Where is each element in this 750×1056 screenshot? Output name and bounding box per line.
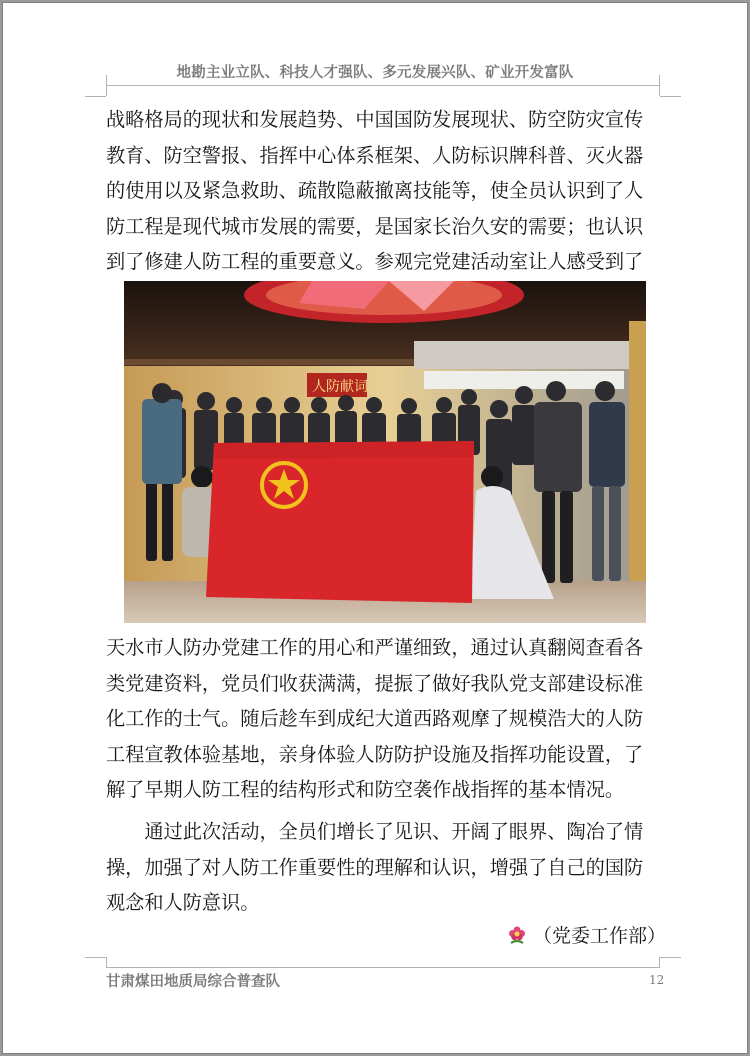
paragraph-1 xyxy=(106,102,666,280)
text-line: 战略格局的现状和发展趋势、中国国防发展现状、防空防灾宣传 xyxy=(106,108,644,131)
header-corner-right xyxy=(659,75,660,96)
group-photo-illustration xyxy=(124,281,646,623)
footer-rule xyxy=(106,967,660,968)
text-line: 通过此次活动，全员们增长了见识、开阔了眼界、陶冶了情 xyxy=(106,820,644,843)
paragraph-2 xyxy=(106,630,666,808)
header-rule xyxy=(106,85,660,86)
text-line: 到了修建人防工程的重要意义。参观完党建活动室让人感受到了 xyxy=(106,250,644,273)
header-title: 地勘主业立队、科技人才强队、多元发展兴队、矿业开发富队 xyxy=(176,64,574,81)
text-line: 化工作的士气。随后趁车到成纪大道西路观摩了规模浩大的人防 xyxy=(106,707,644,730)
page-number: 12 xyxy=(649,973,665,987)
flower-icon xyxy=(507,925,527,950)
text-line: 类党建资料，党员们收获满满，提振了做好我队党支部建设标准 xyxy=(106,671,644,695)
footer-corner-left xyxy=(106,957,107,968)
text-line: 解了早期人防工程的结构形式和防空袭作战指挥的基本情况。 xyxy=(106,778,625,801)
document-page xyxy=(2,2,748,1054)
banner-text: 人防献词 xyxy=(312,379,368,395)
footer-corner-right xyxy=(659,957,660,968)
text-line: 的使用以及紧急救助、疏散隐蔽撤离技能等，使全员认识到了人 xyxy=(106,179,644,202)
footer-corner-right-tick xyxy=(660,957,681,958)
footer-corner-left-tick xyxy=(85,957,106,958)
text-line: 天水市人防办党建工作的用心和严谨细致，通过认真翻阅查看各 xyxy=(106,636,644,659)
header-corner-left-tick xyxy=(85,96,106,97)
text-line: 工程宣教体验基地，亲身体验人防防护设施及指挥功能设置，了 xyxy=(106,742,644,766)
text-line: 防工程是现代城市发展的需要，是国家长治久安的需要；也认识 xyxy=(106,214,644,238)
footer-org: 甘肃煤田地质局综合普查队 xyxy=(106,973,280,990)
party-flag xyxy=(206,441,474,603)
signature xyxy=(507,921,666,950)
text-line: 操，加强了对人防工作重要性的理解和认识，增强了自己的国防 xyxy=(106,855,644,879)
paragraph-3 xyxy=(106,814,666,921)
text-line: 观念和人防意识。 xyxy=(106,891,260,914)
signature-text: （党委工作部） xyxy=(533,925,667,947)
header-corner-right-tick xyxy=(660,96,681,97)
text-line: 教育、防空警报、指挥中心体系框架、人防标识牌科普、灭火器 xyxy=(106,143,644,167)
group-photo xyxy=(124,281,646,623)
header-corner-left xyxy=(106,75,107,96)
